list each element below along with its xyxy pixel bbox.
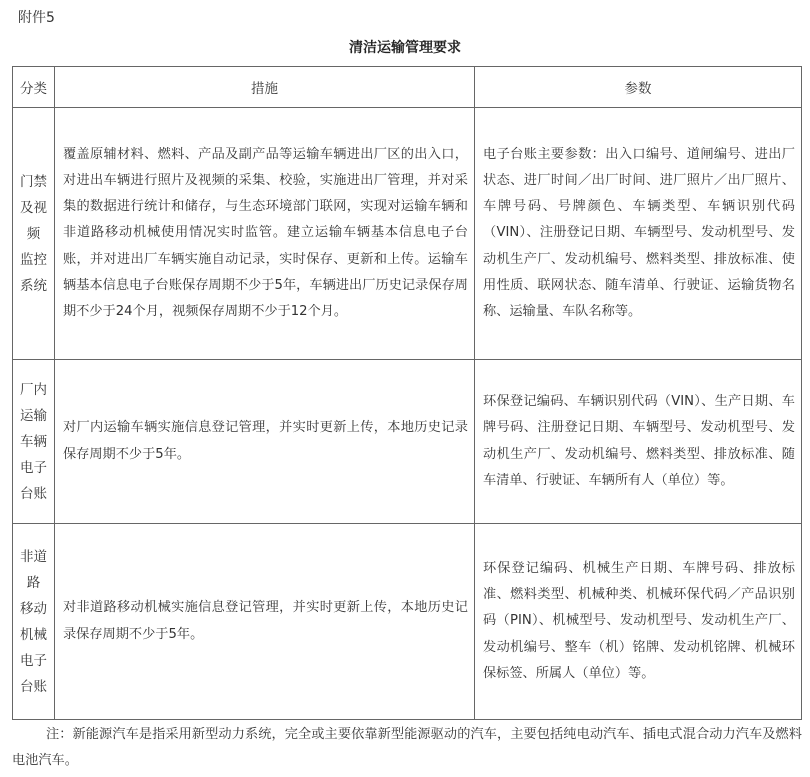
category-cell [13,360,55,524]
category-cell [13,524,55,720]
parameters-cell: 电子台账主要参数：出入口编号、道闸编号、进出厂状态、进厂时间／出厂时间、进厂照片／出厂照片、车牌号码、号牌颜色、车辆类型、车辆识别代码（VIN）、注册登记日期、车辆型号、发动机型号、发动机生产厂、发动机编号、燃料类型、排放标准、使用性质、联网状态、随车清单、行驶证、运输货物名称、运输量、车队名称等。 [475,108,802,360]
category-line: 移动 [20,600,47,617]
requirements-table [12,66,802,720]
category-line: 电子 [20,459,47,476]
table-row [13,360,802,524]
category-line: 监控 [20,251,47,268]
table-header-row [13,67,802,108]
header-parameters: 参数 [475,67,802,108]
category-line: 路 [26,574,41,591]
category-line: 非道 [20,548,47,565]
parameters-cell: 环保登记编码、机械生产日期、车牌号码、排放标准、燃料类型、机械种类、机械环保代码／产品识别码（PIN）、机械型号、发动机型号、发动机生产厂、发动机编号、整车（机）铭牌、发动机铭牌、机械环保标签、所属人（单位）等。 [475,524,802,720]
document-title: 清洁运输管理要求 [349,40,461,56]
measures-cell: 覆盖原辅材料、燃料、产品及副产品等运输车辆进出厂区的出入口，对进出车辆进行照片及视频的采集、校验，实施进出厂管理，并对采集的数据进行统计和储存，与生态环境部门联网，实现对运输车辆和非道路移动机械使用情况实时监管。建立运输车辆基本信息电子台账，并对进出厂车辆实施自动记录，实时保存、更新和上传。运输车辆基本信息电子台账保存周期不少于5年，车辆进出厂历史记录保存周期不少于24个月，视频保存周期不少于12个月。 [55,108,475,360]
category-line: 门禁 [20,173,47,190]
header-category: 分类 [13,67,55,108]
category-line: 车辆 [20,433,47,450]
parameters-cell: 环保登记编码、车辆识别代码（VIN）、生产日期、车牌号码、注册登记日期、车辆型号、发动机型号、发动机生产厂、发动机编号、燃料类型、排放标准、随车清单、行驶证、车辆所有人（单位）等。 [475,360,802,524]
measures-cell: 对非道路移动机械实施信息登记管理，并实时更新上传，本地历史记录保存周期不少于5年。 [55,524,475,720]
category-cell [13,108,55,360]
category-line: 台账 [20,485,47,502]
category-line: 频 [26,225,41,242]
attachment-label: 附件5 [18,10,55,26]
category-line: 运输 [20,407,47,424]
header-measures: 措施 [55,67,475,108]
category-line: 机械 [20,626,47,643]
footnote: 注：新能源汽车是指采用新型动力系统，完全或主要依靠新型能源驱动的汽车，主要包括纯电动汽车、插电式混合动力汽车及燃料电池汽车。 [12,727,802,768]
table-row [13,108,802,360]
category-line: 系统 [20,277,47,294]
category-line: 及视 [20,199,47,216]
category-line: 台账 [20,678,47,695]
category-line: 厂内 [20,381,47,398]
table-row [13,524,802,720]
measures-cell: 对厂内运输车辆实施信息登记管理，并实时更新上传，本地历史记录保存周期不少于5年。 [55,360,475,524]
category-line: 电子 [20,652,47,669]
